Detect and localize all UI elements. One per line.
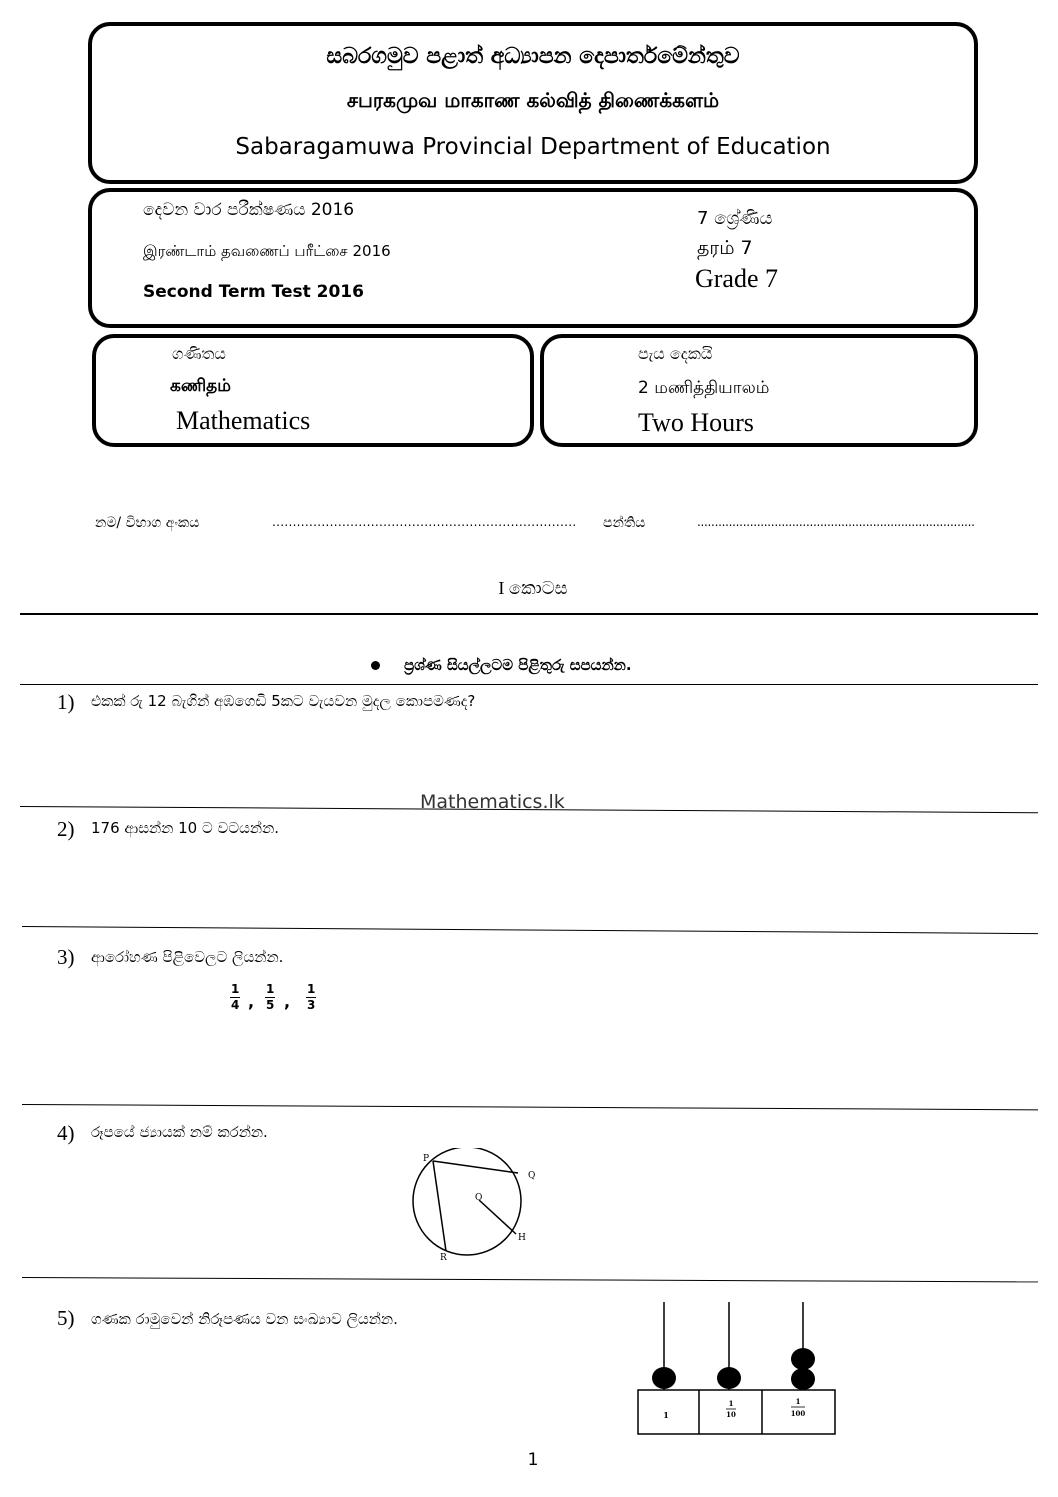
fraction-separator: , bbox=[284, 992, 291, 1011]
class-field[interactable]: ............................................................................... bbox=[697, 515, 975, 529]
subject-box bbox=[92, 334, 534, 447]
duration-tamil: 2 மணித்தியாலம் bbox=[638, 378, 770, 398]
radius-oh bbox=[479, 1200, 516, 1234]
point-q-label: Q bbox=[528, 1171, 536, 1181]
question-4-number: 4) bbox=[57, 1121, 75, 1145]
question-3-number: 3) bbox=[57, 945, 75, 969]
exam-term-english: Second Term Test 2016 bbox=[143, 282, 364, 302]
exam-term-tamil: இரண்டாம் தவணைப் பரீட்சை 2016 bbox=[143, 242, 391, 260]
grade-sinhala: 7 ශ්‍රේණිය bbox=[697, 208, 773, 229]
instruction-divider bbox=[20, 684, 1038, 685]
circle-outline bbox=[413, 1148, 521, 1255]
exam-term-sinhala: දෙවන වාර පරීක්ෂණය 2016 bbox=[143, 200, 355, 220]
name-index-label: නම/ විභාග අංකය bbox=[95, 515, 200, 531]
question-4-text: රූපයේ ජ්‍යායක් නම් කරන්න. bbox=[91, 1123, 268, 1141]
question-2-text: 176 ආසන්න 10 ට වටයන්න. bbox=[91, 819, 280, 837]
fraction-one-third: $\frac{1}{3}$ bbox=[307, 982, 316, 1012]
department-name-english: Sabaragamuwa Provincial Department of Education bbox=[235, 134, 831, 160]
duration-sinhala: පැය දෙකයි bbox=[638, 344, 713, 363]
section-divider bbox=[20, 613, 1038, 615]
question-1-text: එකක් රු 12 බැගින් අඹගෙඩි 5කට වැයවන මුදල කොපමණද? bbox=[91, 692, 476, 710]
point-o-label: O bbox=[475, 1193, 483, 1203]
question-4-divider bbox=[22, 1277, 1038, 1282]
circle-diagram bbox=[400, 1148, 560, 1263]
fraction-one-quarter: $\frac{1}{4}$ bbox=[231, 982, 240, 1012]
question-2-divider bbox=[22, 926, 1038, 934]
name-index-field[interactable]: .......................................................................... bbox=[272, 515, 577, 529]
fraction-separator: , bbox=[248, 992, 255, 1011]
subject-english: Mathematics bbox=[176, 406, 311, 435]
abacus-label-tenths-num: 1 bbox=[728, 1399, 734, 1408]
abacus-bead bbox=[791, 1368, 815, 1390]
class-label: පන්තිය bbox=[603, 515, 646, 531]
chord-pr bbox=[433, 1161, 446, 1251]
question-1-number: 1) bbox=[57, 690, 75, 714]
question-5-number: 5) bbox=[57, 1306, 75, 1330]
abacus-diagram bbox=[636, 1302, 840, 1436]
abacus-label-hundredths-num: 1 bbox=[795, 1397, 801, 1406]
abacus-bead bbox=[717, 1367, 741, 1389]
section-title: I කොටස bbox=[498, 578, 568, 598]
page-number: 1 bbox=[527, 1450, 539, 1470]
watermark: Mathematics.lk bbox=[420, 791, 565, 813]
point-r-label: R bbox=[440, 1253, 447, 1263]
abacus-bead bbox=[791, 1348, 815, 1370]
department-name-sinhala: සබරගමුව පළාත් අධ්‍යාපන දෙපාර්තමේන්තුව bbox=[326, 44, 740, 69]
instruction-bullet-icon bbox=[371, 661, 380, 670]
subject-tamil: கணிதம் bbox=[170, 376, 231, 396]
question-3-divider bbox=[22, 1104, 1038, 1110]
grade-tamil: தரம் 7 bbox=[697, 237, 753, 259]
abacus-label-ones: 1 bbox=[663, 1410, 669, 1420]
abacus-bead bbox=[652, 1367, 676, 1389]
point-h-label: H bbox=[518, 1233, 526, 1243]
abacus-label-hundredths-den: 100 bbox=[790, 1409, 806, 1418]
subject-sinhala: ගණිතය bbox=[172, 344, 226, 363]
instruction-text: ප්‍රශ්ණ සියල්ලටම පිළිතුරු සපයන්න. bbox=[404, 656, 632, 674]
abacus-label-tenths-den: 10 bbox=[726, 1410, 736, 1419]
question-3-text: ආරෝහණ පිළිවෙලට ලියන්න. bbox=[91, 948, 284, 966]
question-5-text: ගණක රාමුවෙන් නිරූපණය වන සංඛ්‍යාව ලියන්න. bbox=[91, 1310, 398, 1328]
fraction-one-fifth: $\frac{1}{5}$ bbox=[266, 982, 275, 1012]
point-p-label: P bbox=[423, 1154, 430, 1164]
grade-english: Grade 7 bbox=[695, 264, 779, 293]
duration-english: Two Hours bbox=[638, 408, 754, 437]
question-2-number: 2) bbox=[57, 817, 75, 841]
department-name-tamil: சபரகமுவ மாகாண கல்வித் திணைக்களம் bbox=[346, 88, 720, 112]
